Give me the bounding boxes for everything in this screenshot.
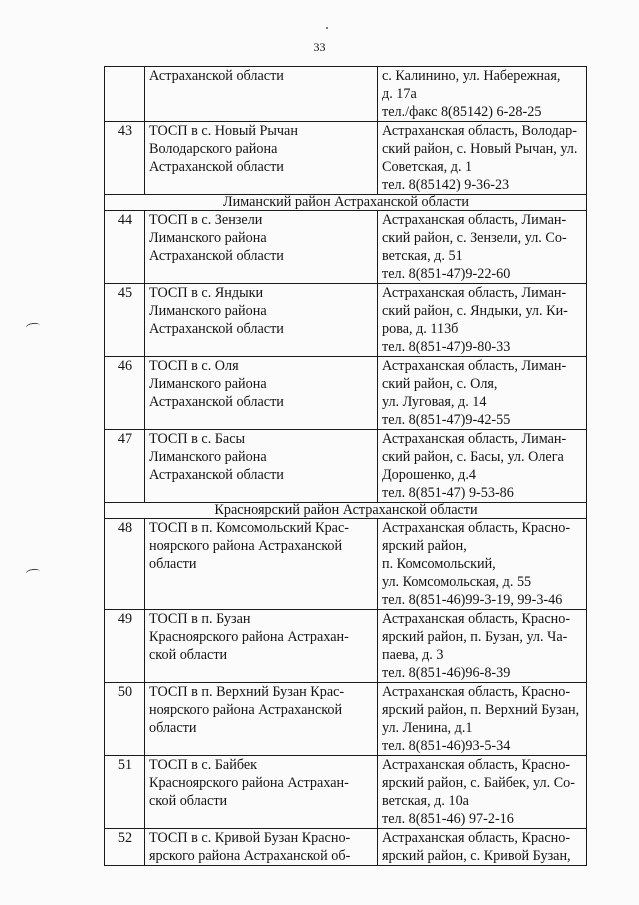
district-header-row (105, 503, 587, 519)
address-line: ярский район, (382, 538, 467, 554)
address-line: Астраханская область, Лиман- (382, 212, 567, 228)
office-name-line: ноярского района Астраханской (149, 702, 343, 718)
address-cell (378, 683, 587, 756)
address-line: ский район, с. Зензели, ул. Со- (382, 230, 567, 246)
office-name-line: области (149, 556, 197, 572)
office-name-line: ской области (149, 647, 228, 663)
office-name-cell (145, 610, 378, 683)
address-line: Астраханская область, Володар- (382, 123, 577, 139)
row-number: 45 (105, 284, 145, 357)
address-line: ветская, д. 51 (382, 248, 463, 264)
office-name-cell (145, 756, 378, 829)
table-row (105, 519, 587, 610)
address-cell (378, 122, 587, 195)
office-registry-table (104, 66, 587, 866)
district-title: Лиманский район Астраханской области (105, 195, 587, 211)
office-name-line: Лиманского района (149, 303, 267, 319)
address-line: Астраханская область, Красно- (382, 520, 571, 536)
row-number (105, 67, 145, 122)
row-number: 52 (105, 829, 145, 866)
office-name-line: Астраханской области (149, 248, 284, 264)
address-line: тел. 8(851-46)93-5-34 (382, 738, 511, 754)
office-name-line: ТОСП в с. Байбек (149, 757, 258, 773)
address-line: Астраханская область, Красно- (382, 830, 571, 846)
address-line: ярский район, с. Кривой Бузан, (382, 848, 571, 864)
address-line: тел./факс 8(85142) 6-28-25 (382, 104, 542, 120)
row-number: 50 (105, 683, 145, 756)
office-name-line: ТОСП в с. Яндыки (149, 285, 264, 301)
address-line: ул. Ленина, д.1 (382, 720, 473, 736)
address-line: ул. Комсомольская, д. 55 (382, 574, 532, 590)
row-number: 51 (105, 756, 145, 829)
address-line: Астраханская область, Красно- (382, 611, 571, 627)
office-name-line: Астраханской области (149, 321, 284, 337)
office-name-line: ярского района Астраханской об- (149, 848, 351, 864)
office-name-line: ТОСП в п. Бузан (149, 611, 251, 627)
office-name-line: ТОСП в с. Зензели (149, 212, 263, 228)
address-line: тел. 8(851-46)96-8-39 (382, 665, 511, 681)
row-number: 49 (105, 610, 145, 683)
address-cell (378, 829, 587, 866)
row-number: 46 (105, 357, 145, 430)
office-name-line: Астраханской области (149, 159, 284, 175)
office-name-line: Астраханской области (149, 467, 284, 483)
office-name-line: ской области (149, 793, 228, 809)
address-line: Астраханская область, Лиман- (382, 285, 567, 301)
row-number: 47 (105, 430, 145, 503)
table-row (105, 122, 587, 195)
address-line: Астраханская область, Красно- (382, 757, 571, 773)
district-title: Красноярский район Астраханской области (105, 503, 587, 519)
address-line: тел. 8(851-47) 9-53-86 (382, 485, 514, 501)
address-line: ский район, с. Басы, ул. Олега (382, 449, 564, 465)
address-line: тел. 8(851-47)9-42-55 (382, 412, 511, 428)
office-name-line: ноярского района Астраханской (149, 538, 343, 554)
address-line: ский район, с. Яндыки, ул. Ки- (382, 303, 568, 319)
office-name-cell (145, 122, 378, 195)
office-name-line: Красноярского района Астрахан- (149, 629, 349, 645)
office-name-line: Лиманского района (149, 376, 267, 392)
address-cell (378, 519, 587, 610)
address-line: ярский район, п. Верхний Бузан, (382, 702, 580, 718)
office-name-cell (145, 357, 378, 430)
address-cell (378, 610, 587, 683)
office-name-line: Лиманского района (149, 230, 267, 246)
office-name-line: ТОСП в с. Басы (149, 431, 246, 447)
row-number: 48 (105, 519, 145, 610)
address-line: паева, д. 3 (382, 647, 444, 663)
table-row (105, 610, 587, 683)
address-line: рова, д. 113б (382, 321, 459, 337)
address-line: тел. 8(851-46) 97-2-16 (382, 811, 514, 827)
office-name-line: Лиманского района (149, 449, 267, 465)
table-row (105, 357, 587, 430)
address-line: тел. 8(851-47)9-80-33 (382, 339, 511, 355)
row-number: 43 (105, 122, 145, 195)
office-name-line: Астраханской области (149, 394, 284, 410)
address-line: тел. 8(85142) 9-36-23 (382, 177, 510, 193)
office-name-cell (145, 284, 378, 357)
binding-hole-mark (26, 568, 41, 577)
office-name-cell (145, 211, 378, 284)
address-line: Астраханская область, Лиман- (382, 358, 567, 374)
row-number: 44 (105, 211, 145, 284)
table-row (105, 67, 587, 122)
table-row (105, 683, 587, 756)
district-header-row (105, 195, 587, 211)
address-line: Астраханская область, Красно- (382, 684, 571, 700)
scan-speck (326, 27, 328, 29)
binding-hole-mark (26, 322, 41, 331)
page-number: 33 (313, 40, 326, 54)
address-line: тел. 8(851-46)99-3-19, 99-3-46 (382, 592, 563, 608)
table-row (105, 284, 587, 357)
office-name-line: ТОСП в с. Кривой Бузан Красно- (149, 830, 351, 846)
table-row (105, 430, 587, 503)
office-name-line: ТОСП в с. Новый Рычан (149, 123, 298, 139)
office-name-line: Красноярского района Астрахан- (149, 775, 349, 791)
address-cell (378, 430, 587, 503)
address-line: ветская, д. 10а (382, 793, 469, 809)
office-name-cell (145, 519, 378, 610)
registry-body (105, 67, 587, 866)
office-name-line: Володарского района (149, 141, 278, 157)
address-cell (378, 357, 587, 430)
address-cell (378, 756, 587, 829)
address-line: ский район, с. Новый Рычан, ул. (382, 141, 578, 157)
address-cell (378, 284, 587, 357)
address-line: тел. 8(851-47)9-22-60 (382, 266, 511, 282)
table-row (105, 756, 587, 829)
address-line: Советская, д. 1 (382, 159, 473, 175)
office-name-line: области (149, 720, 197, 736)
office-name-line: ТОСП в с. Оля (149, 358, 239, 374)
address-line: Астраханская область, Лиман- (382, 431, 567, 447)
address-line: ярский район, с. Байбек, ул. Со- (382, 775, 575, 791)
office-name-cell (145, 829, 378, 866)
table-row (105, 829, 587, 866)
office-name-cell (145, 67, 378, 122)
address-line: п. Комсомольский, (382, 556, 496, 572)
office-name-cell (145, 430, 378, 503)
address-line: ул. Луговая, д. 14 (382, 394, 487, 410)
table-row (105, 211, 587, 284)
address-line: ярский район, п. Бузан, ул. Ча- (382, 629, 568, 645)
address-line: ский район, с. Оля, (382, 376, 498, 392)
address-line: с. Калинино, ул. Набережная, (382, 68, 561, 84)
address-line: д. 17а (382, 86, 417, 102)
address-cell (378, 211, 587, 284)
office-name-line: Астраханской области (149, 68, 284, 84)
office-name-cell (145, 683, 378, 756)
address-line: Дорошенко, д.4 (382, 467, 476, 483)
address-cell (378, 67, 587, 122)
office-name-line: ТОСП в п. Комсомольский Крас- (149, 520, 349, 536)
office-name-line: ТОСП в п. Верхний Бузан Крас- (149, 684, 345, 700)
